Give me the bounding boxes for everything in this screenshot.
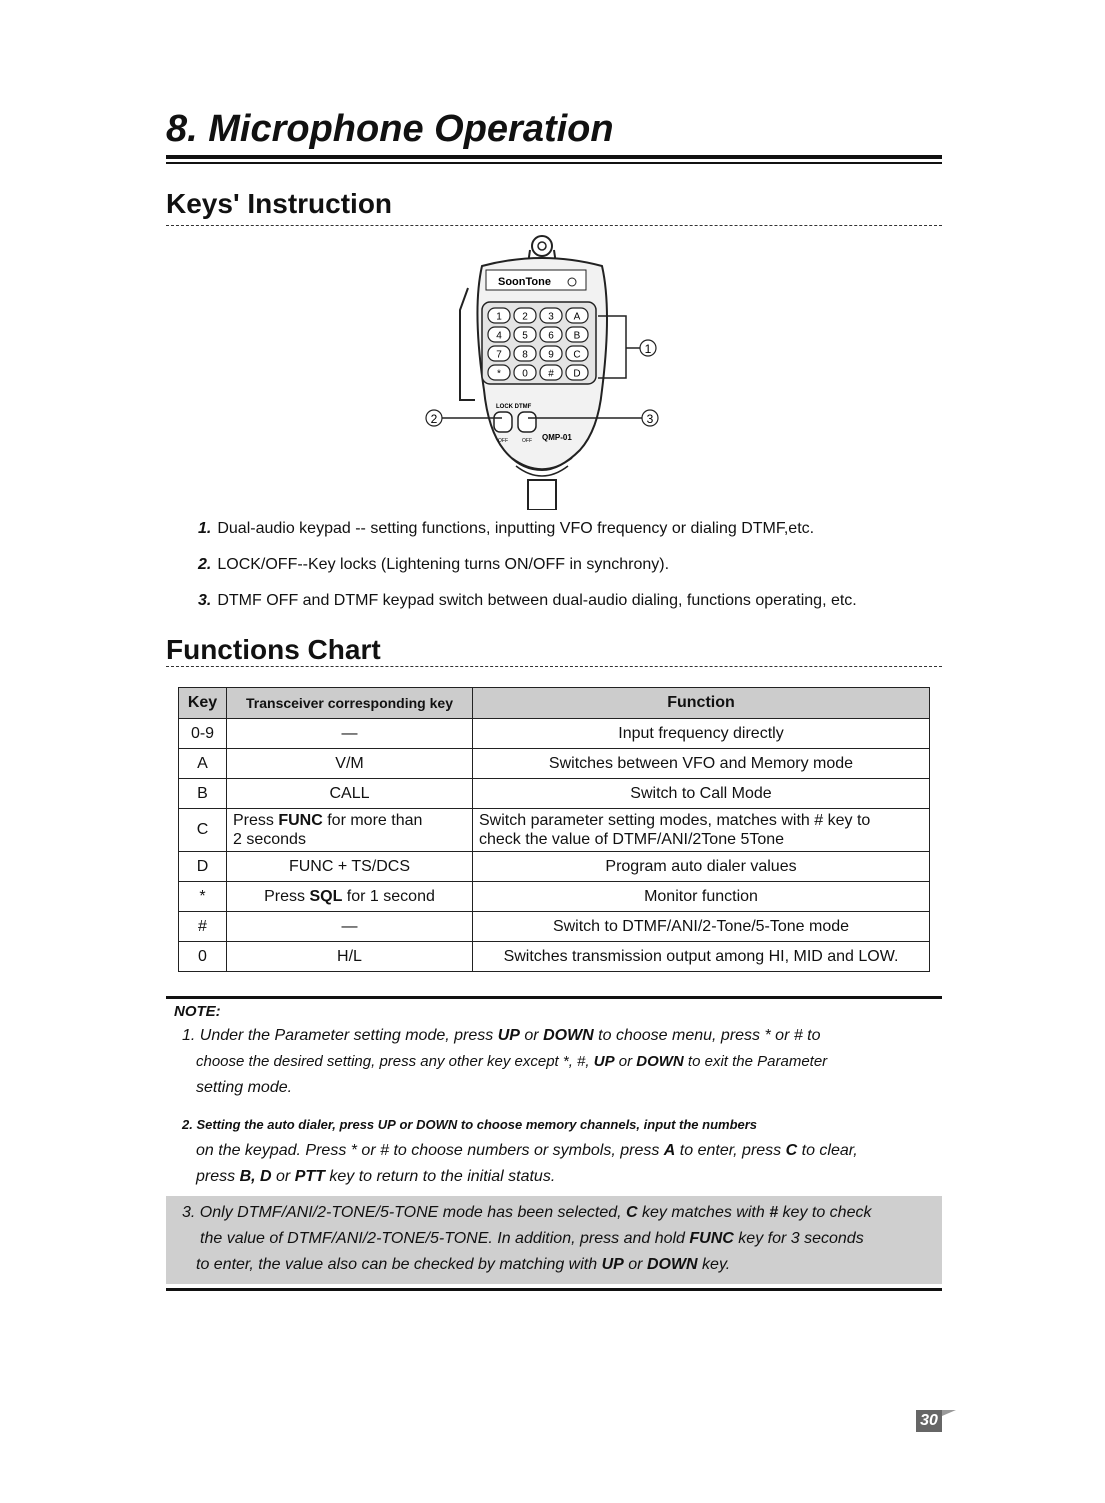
keys-item-1: 1. Dual-audio keypad -- setting functions, inputting VFO frequency or dialing DTMF,etc. <box>198 520 815 537</box>
table-row: D FUNC + TS/DCS Program auto dialer values <box>179 852 930 882</box>
keypad-key-label: 3 <box>548 311 554 323</box>
keypad-key-label: 1 <box>496 311 502 323</box>
title-rule-thin <box>166 162 942 164</box>
table-row: B CALL Switch to Call Mode <box>179 779 930 809</box>
keys-heading: Keys' Instruction <box>166 188 393 219</box>
page-number-tab <box>942 1410 956 1416</box>
keypad-key-label: 4 <box>496 330 502 342</box>
table-row: C Press FUNC for more than 2 seconds Switch parameter setting modes, matches with # key to check the value of DTMF/ANI/2Tone 5Tone <box>179 809 930 852</box>
functions-divider <box>166 666 942 667</box>
keypad-key-label: 6 <box>548 330 554 342</box>
brand-text: SoonTone <box>498 276 551 288</box>
table-row: * Press SQL for 1 second Monitor function <box>179 882 930 912</box>
keypad-key-label: 9 <box>548 349 554 361</box>
keypad-key-label: # <box>548 368 554 380</box>
table-row: 0 H/L Switches transmission output among HI, MID and LOW. <box>179 942 930 972</box>
model-text: QMP-01 <box>542 433 572 442</box>
svg-text:2: 2 <box>430 412 438 426</box>
note-1: 1. Under the Parameter setting mode, press UP or DOWN to choose menu, press * or # to choose the desired setting, press any other key except *, #, UP or DOWN to exit the Parameter setting mode. <box>182 1027 828 1096</box>
dtmf-switch <box>518 412 536 432</box>
lock-switch <box>494 412 512 432</box>
keypad-key-label: C <box>573 349 581 361</box>
cable <box>528 480 556 510</box>
keypad-key-label: B <box>573 330 581 342</box>
col-trans: Transceiver corresponding key <box>227 688 473 719</box>
note-2: 2. Setting the auto dialer, press UP or DOWN to choose memory channels, input the numbers on the keypad. Press * or # to choose numbers or symbols, press A to enter, press C to clear, press B, D or PTT key to return to the initial status. <box>182 1117 858 1185</box>
microphone-figure <box>420 230 670 510</box>
functions-heading: Functions Chart <box>166 634 381 665</box>
lock-label: LOCK DTMF <box>496 404 532 410</box>
keys-item-2: 2. LOCK/OFF--Key locks (Lightening turns ON/OFF in synchrony). <box>198 556 670 573</box>
table-row: 0-9 — Input frequency directly <box>179 719 930 749</box>
svg-text:OFF: OFF <box>498 438 508 444</box>
svg-text:1: 1 <box>644 342 652 356</box>
keypad-key-label: 5 <box>522 330 528 342</box>
page-title: 8. Microphone Operation <box>166 108 614 150</box>
keys-divider <box>166 225 942 226</box>
table-header-row <box>179 688 930 719</box>
keypad-key-label: 7 <box>496 349 502 361</box>
keypad-key-label: 0 <box>522 368 528 380</box>
notes-top-rule <box>166 996 942 999</box>
hang-ring-icon <box>532 236 552 256</box>
keypad-key-label: A <box>573 311 581 323</box>
note-label: NOTE: <box>174 1003 221 1020</box>
svg-text:OFF: OFF <box>522 438 532 444</box>
keypad-key-label: 8 <box>522 349 528 361</box>
keypad-key-label: * <box>497 368 501 380</box>
notes-bottom-rule <box>166 1288 942 1291</box>
keys-item-3: 3. DTMF OFF and DTMF keypad switch between dual-audio dialing, functions operating, etc. <box>198 592 857 609</box>
svg-text:3: 3 <box>646 412 654 426</box>
keypad-key-label: D <box>573 368 581 380</box>
table-row: # — Switch to DTMF/ANI/2-Tone/5-Tone mode <box>179 912 930 942</box>
col-function: Function <box>473 688 930 719</box>
functions-table <box>178 687 930 972</box>
title-rule <box>166 155 942 159</box>
col-key: Key <box>179 688 227 719</box>
note-3: 3. Only DTMF/ANI/2-TONE/5-TONE mode has been selected, C key matches with # key to check the value of DTMF/ANI/2-TONE/5-TONE. In addition, press and hold FUNC key for 3 seconds to enter, the value also can be checked by matching with UP or DOWN key. <box>182 1204 872 1273</box>
table-row: A V/M Switches between VFO and Memory mode <box>179 749 930 779</box>
page-number: 30 <box>916 1410 942 1432</box>
keypad-key-label: 2 <box>522 311 528 323</box>
